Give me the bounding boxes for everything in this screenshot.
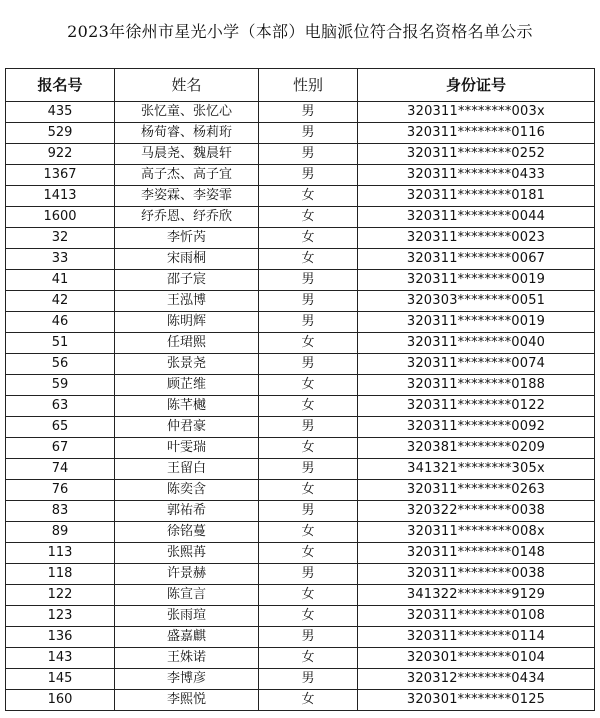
cell-registration-number: 59	[6, 375, 115, 396]
cell-registration-number: 136	[6, 627, 115, 648]
cell-gender: 男	[259, 291, 358, 312]
cell-id-number: 320311********0433	[358, 165, 595, 186]
cell-id-number: 320311********0114	[358, 627, 595, 648]
cell-registration-number: 113	[6, 543, 115, 564]
cell-id-number: 320311********0108	[358, 606, 595, 627]
table-row	[6, 669, 595, 690]
cell-id-number: 320303********0051	[358, 291, 595, 312]
cell-name: 杨荀睿、杨莉珩	[115, 123, 259, 144]
table-row	[6, 564, 595, 585]
cell-id-number: 320301********0125	[358, 690, 595, 711]
cell-gender: 男	[259, 459, 358, 480]
cell-registration-number: 74	[6, 459, 115, 480]
cell-gender: 女	[259, 438, 358, 459]
cell-id-number: 320381********0209	[358, 438, 595, 459]
table-row	[6, 690, 595, 711]
cell-gender: 男	[259, 501, 358, 522]
table-header-row	[6, 69, 595, 102]
table-row	[6, 648, 595, 669]
cell-id-number: 320311********0116	[358, 123, 595, 144]
table-row	[6, 144, 595, 165]
cell-registration-number: 118	[6, 564, 115, 585]
cell-name: 李熙悦	[115, 690, 259, 711]
cell-id-number: 320322********0038	[358, 501, 595, 522]
cell-gender: 男	[259, 669, 358, 690]
cell-id-number: 320301********0104	[358, 648, 595, 669]
page-title: 2023年徐州市星光小学（本部）电脑派位符合报名资格名单公示	[67, 22, 533, 41]
cell-name: 纾乔恩、纾乔欣	[115, 207, 259, 228]
cell-name: 宋雨桐	[115, 249, 259, 270]
cell-name: 张熙苒	[115, 543, 259, 564]
cell-id-number: 320311********0019	[358, 270, 595, 291]
table-row	[6, 522, 595, 543]
cell-gender: 男	[259, 417, 358, 438]
cell-registration-number: 46	[6, 312, 115, 333]
table-row	[6, 606, 595, 627]
cell-name: 仲君豪	[115, 417, 259, 438]
cell-gender: 女	[259, 207, 358, 228]
table-row	[6, 480, 595, 501]
cell-registration-number: 123	[6, 606, 115, 627]
cell-name: 王泓博	[115, 291, 259, 312]
table-row	[6, 165, 595, 186]
cell-name: 李忻芮	[115, 228, 259, 249]
cell-id-number: 320311********003x	[358, 102, 595, 123]
cell-registration-number: 33	[6, 249, 115, 270]
cell-id-number: 320311********0148	[358, 543, 595, 564]
cell-name: 王姝诺	[115, 648, 259, 669]
cell-gender: 女	[259, 396, 358, 417]
cell-registration-number: 83	[6, 501, 115, 522]
cell-id-number: 320311********0188	[358, 375, 595, 396]
cell-gender: 男	[259, 354, 358, 375]
cell-id-number: 320311********0019	[358, 312, 595, 333]
cell-gender: 女	[259, 333, 358, 354]
cell-gender: 女	[259, 228, 358, 249]
table-row	[6, 459, 595, 480]
table-row	[6, 207, 595, 228]
cell-name: 陈明辉	[115, 312, 259, 333]
cell-id-number: 320311********0038	[358, 564, 595, 585]
cell-id-number: 320311********0023	[358, 228, 595, 249]
table-row	[6, 249, 595, 270]
cell-gender: 女	[259, 375, 358, 396]
cell-gender: 女	[259, 585, 358, 606]
cell-gender: 女	[259, 186, 358, 207]
table-row	[6, 501, 595, 522]
table-row	[6, 354, 595, 375]
cell-id-number: 320311********0074	[358, 354, 595, 375]
header-id-number: 身份证号	[358, 69, 595, 102]
cell-id-number: 320311********0181	[358, 186, 595, 207]
cell-registration-number: 1413	[6, 186, 115, 207]
table-row	[6, 186, 595, 207]
table-row	[6, 627, 595, 648]
cell-id-number: 320311********0263	[358, 480, 595, 501]
cell-name: 陈奕含	[115, 480, 259, 501]
table-row	[6, 270, 595, 291]
cell-gender: 女	[259, 480, 358, 501]
cell-gender: 女	[259, 543, 358, 564]
cell-registration-number: 922	[6, 144, 115, 165]
cell-gender: 男	[259, 564, 358, 585]
header-name: 姓名	[115, 69, 259, 102]
cell-gender: 男	[259, 102, 358, 123]
cell-id-number: 341322********9129	[358, 585, 595, 606]
cell-gender: 男	[259, 312, 358, 333]
cell-name: 邵子宸	[115, 270, 259, 291]
cell-registration-number: 67	[6, 438, 115, 459]
cell-id-number: 320311********0092	[358, 417, 595, 438]
table-row	[6, 396, 595, 417]
cell-gender: 男	[259, 270, 358, 291]
table-row	[6, 585, 595, 606]
cell-id-number: 341321********305x	[358, 459, 595, 480]
cell-registration-number: 529	[6, 123, 115, 144]
table-row	[6, 438, 595, 459]
table-row	[6, 543, 595, 564]
table-body	[6, 102, 595, 711]
cell-registration-number: 160	[6, 690, 115, 711]
cell-name: 张忆童、张忆心	[115, 102, 259, 123]
cell-registration-number: 42	[6, 291, 115, 312]
table-row	[6, 333, 595, 354]
cell-gender: 男	[259, 144, 358, 165]
cell-name: 郭祐希	[115, 501, 259, 522]
cell-registration-number: 41	[6, 270, 115, 291]
cell-id-number: 320311********0252	[358, 144, 595, 165]
cell-registration-number: 76	[6, 480, 115, 501]
cell-id-number: 320311********0040	[358, 333, 595, 354]
table-row	[6, 375, 595, 396]
cell-gender: 女	[259, 648, 358, 669]
cell-gender: 男	[259, 165, 358, 186]
cell-name: 高子杰、高子宜	[115, 165, 259, 186]
cell-id-number: 320311********0044	[358, 207, 595, 228]
cell-name: 盛嘉麒	[115, 627, 259, 648]
cell-gender: 男	[259, 123, 358, 144]
cell-registration-number: 1600	[6, 207, 115, 228]
table-row	[6, 123, 595, 144]
cell-name: 王留白	[115, 459, 259, 480]
cell-id-number: 320312********0434	[358, 669, 595, 690]
cell-gender: 女	[259, 249, 358, 270]
cell-registration-number: 32	[6, 228, 115, 249]
cell-name: 叶雯瑞	[115, 438, 259, 459]
cell-name: 李姿霖、李姿霏	[115, 186, 259, 207]
table-row	[6, 312, 595, 333]
cell-name: 张景尧	[115, 354, 259, 375]
table-row	[6, 228, 595, 249]
cell-id-number: 320311********008x	[358, 522, 595, 543]
cell-name: 李博彦	[115, 669, 259, 690]
cell-name: 马晨尧、魏晨轩	[115, 144, 259, 165]
cell-name: 张雨瑄	[115, 606, 259, 627]
cell-name: 顾芷维	[115, 375, 259, 396]
cell-registration-number: 63	[6, 396, 115, 417]
cell-gender: 女	[259, 522, 358, 543]
cell-registration-number: 122	[6, 585, 115, 606]
cell-registration-number: 51	[6, 333, 115, 354]
table-row	[6, 291, 595, 312]
cell-registration-number: 435	[6, 102, 115, 123]
table-row	[6, 102, 595, 123]
cell-name: 许景赫	[115, 564, 259, 585]
cell-registration-number: 89	[6, 522, 115, 543]
cell-registration-number: 143	[6, 648, 115, 669]
cell-id-number: 320311********0122	[358, 396, 595, 417]
eligibility-table	[5, 68, 595, 711]
cell-name: 陈芊樾	[115, 396, 259, 417]
cell-gender: 女	[259, 690, 358, 711]
cell-name: 徐铭蔓	[115, 522, 259, 543]
cell-gender: 男	[259, 627, 358, 648]
cell-name: 陈宣言	[115, 585, 259, 606]
header-gender: 性别	[259, 69, 358, 102]
header-registration-number: 报名号	[6, 69, 115, 102]
cell-registration-number: 65	[6, 417, 115, 438]
cell-registration-number: 145	[6, 669, 115, 690]
cell-registration-number: 1367	[6, 165, 115, 186]
cell-id-number: 320311********0067	[358, 249, 595, 270]
table-row	[6, 417, 595, 438]
cell-name: 任珺熙	[115, 333, 259, 354]
cell-registration-number: 56	[6, 354, 115, 375]
cell-gender: 女	[259, 606, 358, 627]
